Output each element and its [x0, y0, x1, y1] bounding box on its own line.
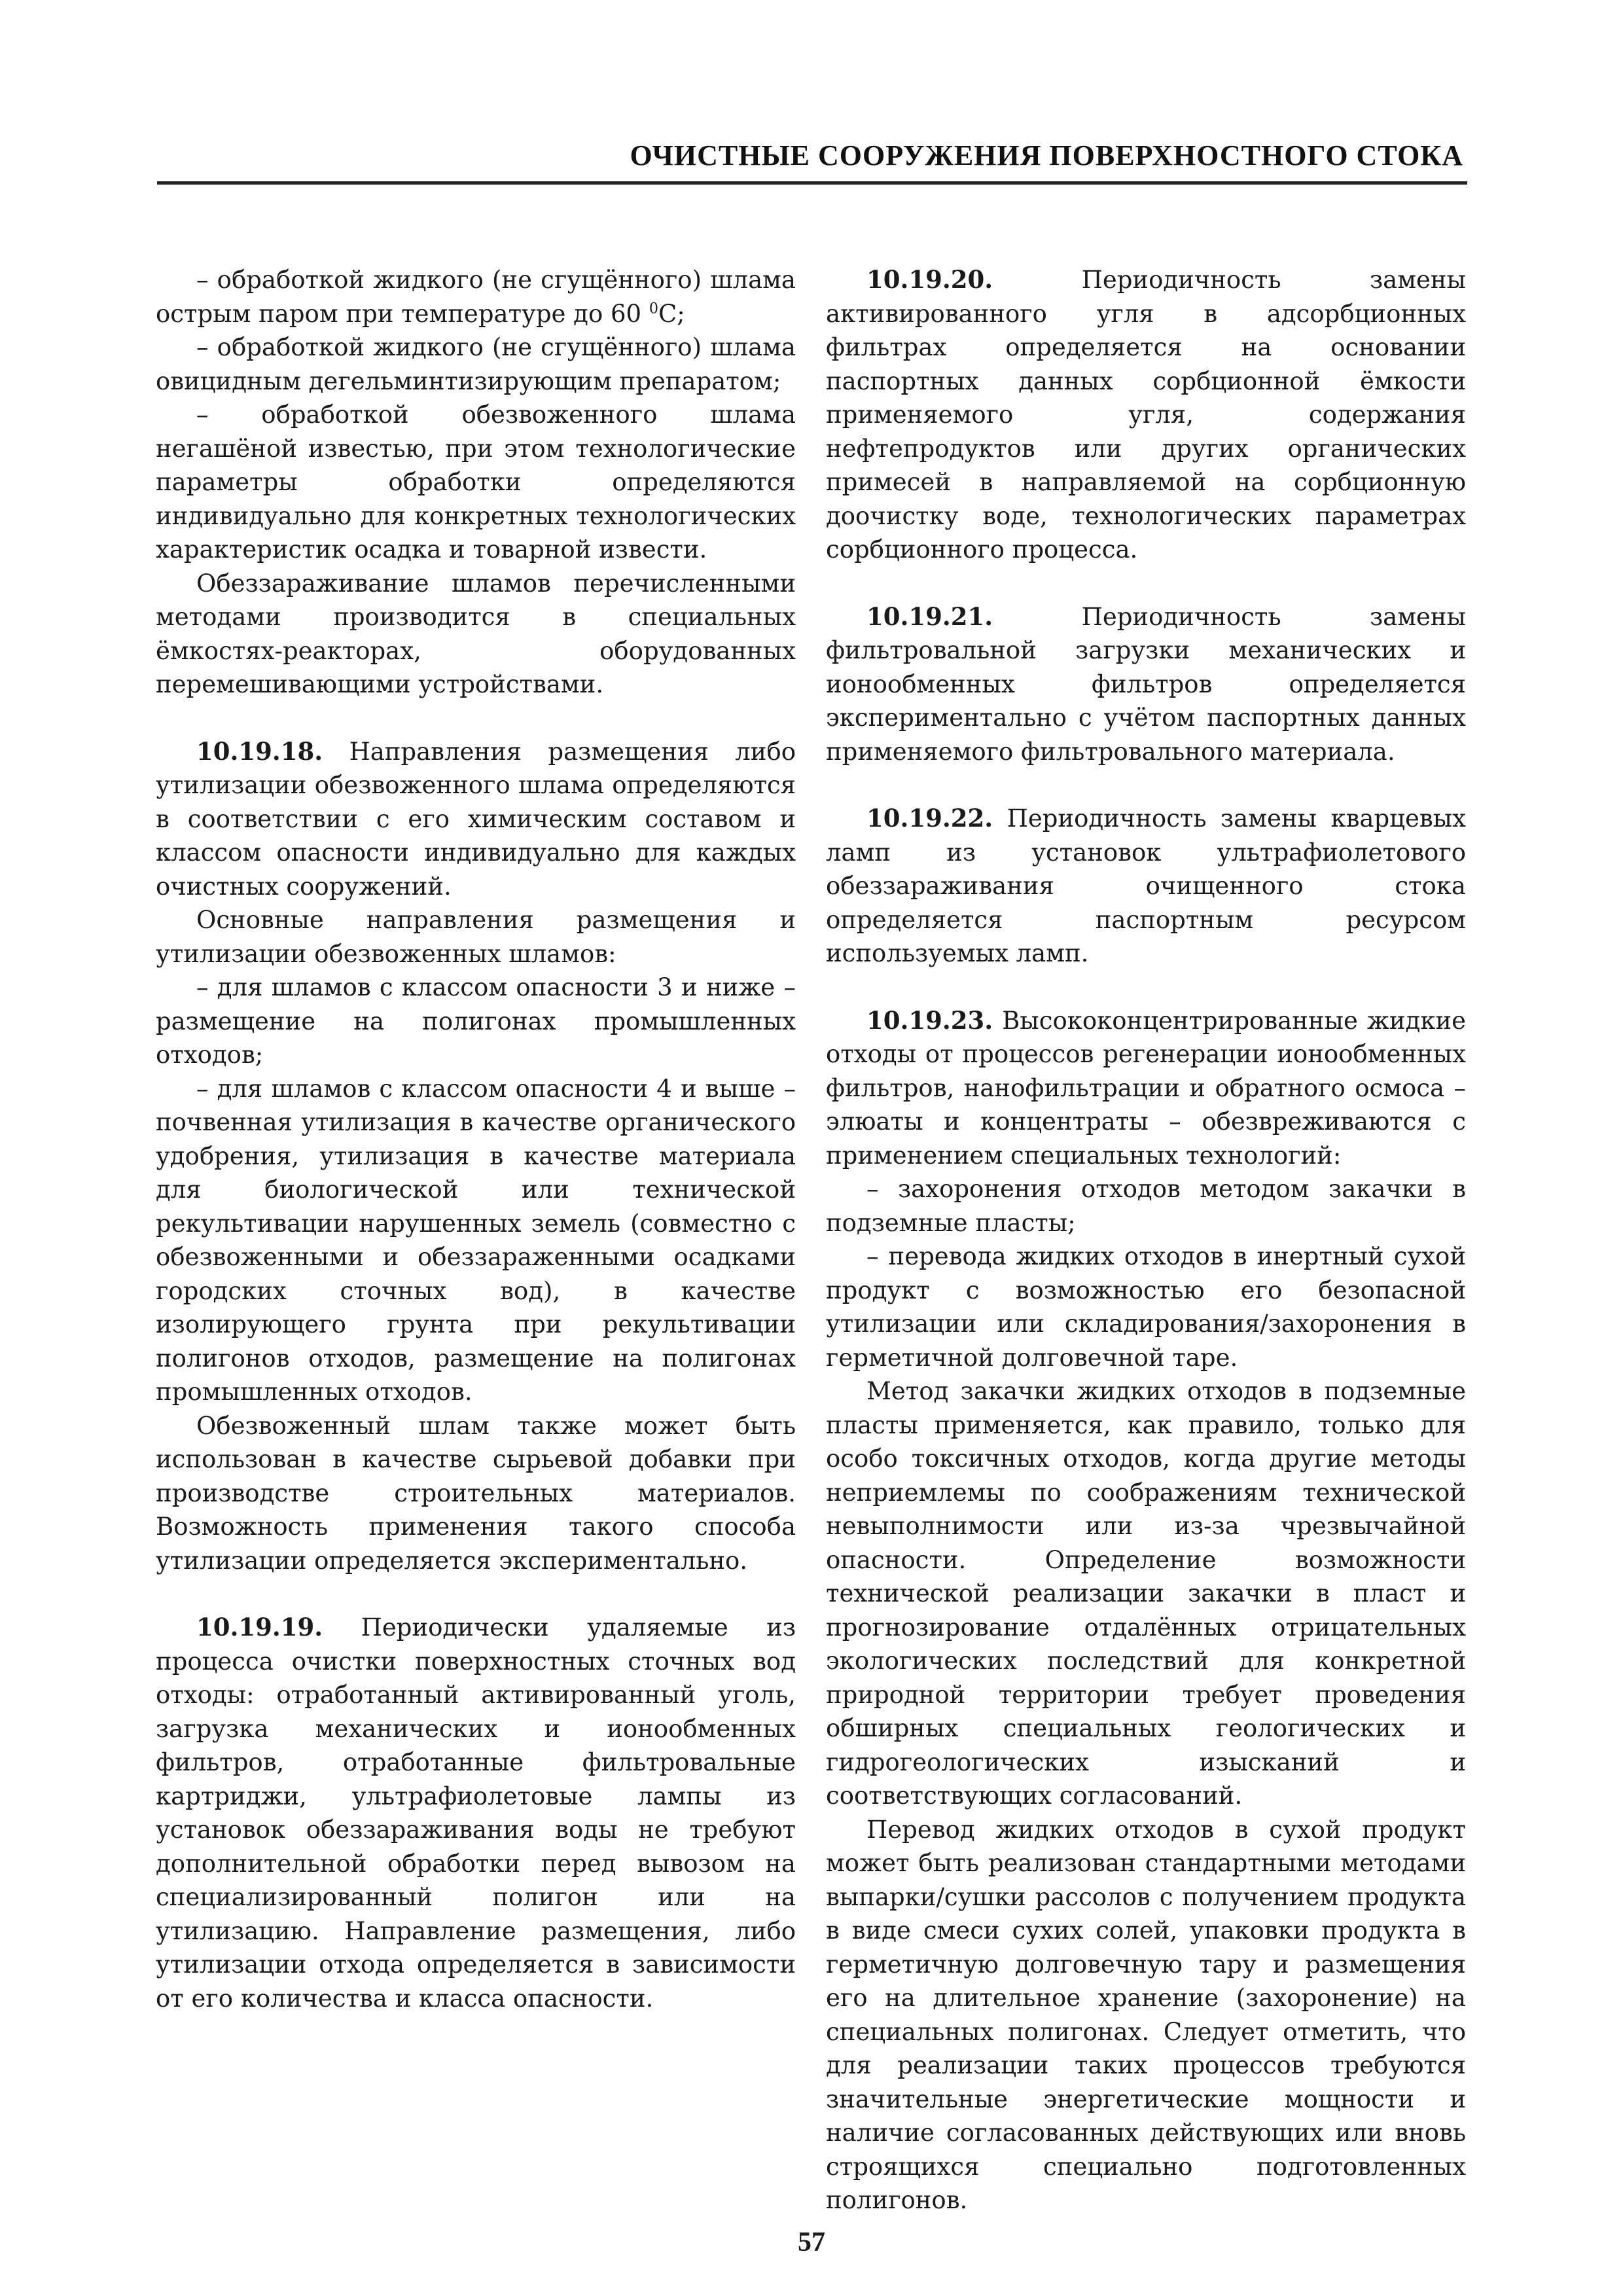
header-rule: [157, 181, 1467, 185]
paragraph-steam-treatment: – обработкой жидкого (не сгущённого) шлама острым паром при температуре до 60 $^0$С;: [156, 266, 796, 328]
section-number: 10.19.18.: [196, 736, 323, 766]
right-column: [826, 263, 1466, 2217]
page-number: 57: [798, 2227, 825, 2257]
paragraph-underground-injection: – захоронения отходов методом закачки в подземные пласты;: [826, 1175, 1466, 1237]
left-column: [156, 263, 796, 2015]
section-number: 10.19.20.: [866, 265, 993, 294]
paragraph-ovicidal-treatment: – обработкой жидкого (не сгущённого) шлама овицидным дегельминтизирующим препаратом;: [156, 333, 796, 395]
section-10-19-20: 10.19.20. Периодичность замены активированного угля в адсорбционных фильтрах определяется на основании паспортных данных сорбционной ёмкости применяемого угля, содержания нефтепродуктов или других органических примесей в направляемой на сорбционную доочистку воде, технологических параметрах сорбционного процесса.: [826, 265, 1466, 564]
paragraph-injection-method: Метод закачки жидких отходов в подземные пласты применяется, как правило, только для особо токсичных отходов, когда другие методы неприемлемы по соображениям технической невыполнимости или из-за чрезвычайной опасности. Определение возможности технической реализации закачки в пласт и прогнозирование отдалённых отрицательных экологических последствий для конкретной природной территории требует проведения обширных специальных геологических и гидрогеологических изысканий и соответствующих согласований.: [826, 1377, 1466, 1810]
section-10-19-19: 10.19.19. Периодически удаляемые из процесса очистки поверхностных сточных вод отходы: отработанный активированный уголь, загрузка механических и ионообменных фильтров, отработанные фильтровальные картриджи, ультрафиолетовые лампы из установок обеззараживания воды не требуют дополнительной обработки перед вывозом на специализированный полигон или на утилизацию. Направление размещения, либо утилизации отхода определяется в зависимости от его количества и класса опасности.: [156, 1613, 796, 2013]
section-10-19-21: 10.19.21. Периодичность замены фильтровальной загрузки механических и ионообменных фильтров определяется экспериментально с учётом паспортных данных применяемого фильтровального материала.: [826, 601, 1466, 766]
paragraph-class-3: – для шламов с классом опасности 3 и ниже – размещение на полигонах промышленных отходов;: [156, 973, 796, 1069]
paragraph-main-directions: Основные направления размещения и утилизации обезвоженных шламов:: [156, 906, 796, 968]
running-header: ОЧИСТНЫЕ СООРУЖЕНИЯ ПОВЕРХНОСТНОГО СТОКА: [630, 139, 1463, 171]
paragraph-class-4: – для шламов с классом опасности 4 и выше – почвенная утилизация в качестве органического удобрения, утилизация в качестве материала для биологической или технической рекультивации нарушенных земель (совместно с обезвоженными и обеззараженными осадками городских сточных вод), в качестве изолирующего грунта при рекультивации полигонов отходов, размещение на полигонах промышленных отходов.: [156, 1074, 796, 1406]
section-number: 10.19.19.: [196, 1613, 323, 1641]
section-number: 10.19.23.: [866, 1005, 993, 1035]
paragraph-dry-conversion: Перевод жидких отходов в сухой продукт может быть реализован стандартными методами выпарки/сушки рассолов с получением продукта в виде смеси сухих солей, упаковки продукта в герметичную долговечную тару и размещения его на длительное хранение (захоронение) на специальных полигонах. Следует отметить, что для реализации таких процессов требуются значительные энергетические мощности и наличие согласованных действующих или вновь строящихся специально подготовленных полигонов.: [826, 1815, 1466, 2214]
paragraph-lime-treatment: – обработкой обезвоженного шлама негашёной известью, при этом технологические параметры обработки определяются индивидуально для конкретных технологических характеристик осадка и товарной извести.: [156, 401, 796, 564]
paragraph-dry-product: – перевода жидких отходов в инертный сухой продукт с возможностью его безопасной утилизации или складирования/захоронения в герметичной долговечной таре.: [826, 1242, 1466, 1372]
section-number: 10.19.22.: [866, 804, 993, 833]
section-10-19-22: 10.19.22. Периодичность замены кварцевых ламп из установок ультрафиолетового обеззараживания очищенного стока определяется паспортным ресурсом используемых ламп.: [826, 804, 1466, 967]
paragraph-disinfection-reactors: Обеззараживание шламов перечисленными методами производится в специальных ёмкостях-реакторах, оборудованных перемешивающими устройствами.: [156, 569, 796, 698]
paragraph-building-materials: Обезвоженный шлам также может быть использован в качестве сырьевой добавки при производстве строительных материалов. Возможность применения такого способа утилизации определяется экспериментально.: [156, 1411, 796, 1575]
section-number: 10.19.21.: [866, 601, 993, 631]
section-10-19-23: 10.19.23. Высококонцентрированные жидкие отходы от процессов регенерации ионообменных фильтров, нанофильтрации и обратного осмоса – элюаты и концентраты – обезвреживаются с применением специальных технологий:: [826, 1005, 1466, 1170]
section-10-19-18: 10.19.18. Направления размещения либо утилизации обезвоженного шлама определяются в соответствии с его химическим составом и классом опасности индивидуально для каждых очистных сооружений.: [156, 736, 796, 901]
